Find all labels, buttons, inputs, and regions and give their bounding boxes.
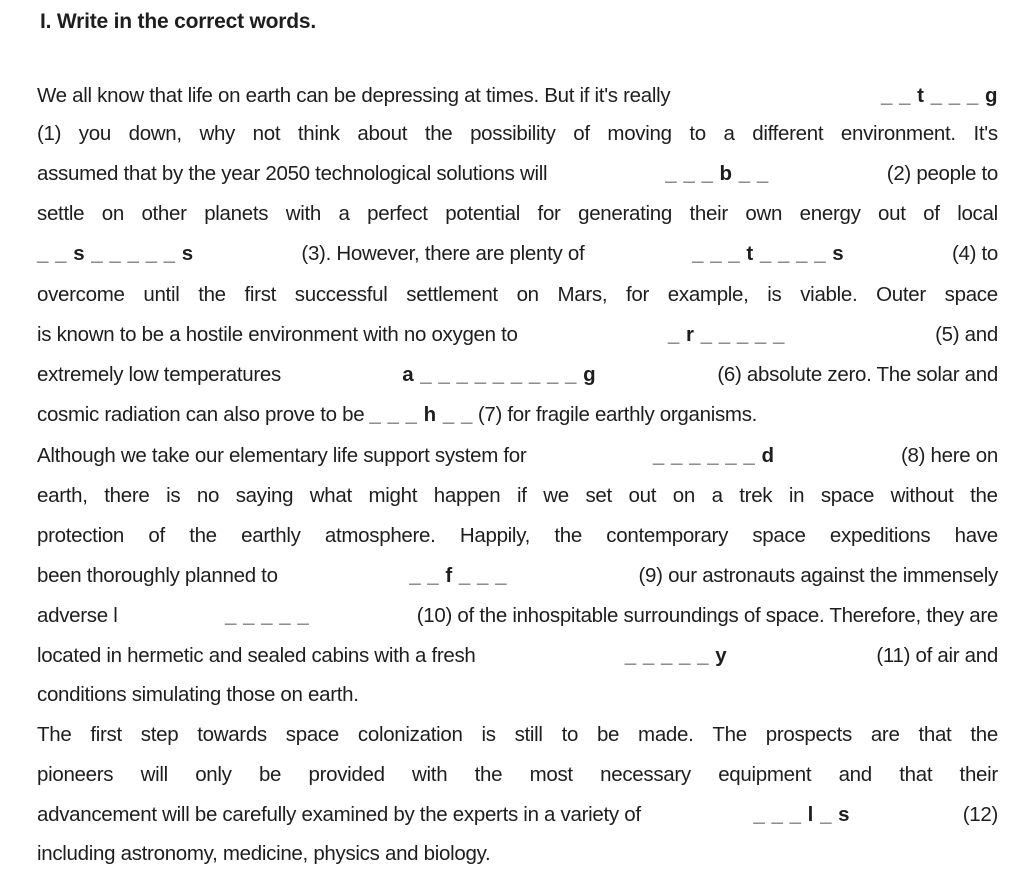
word: what bbox=[309, 484, 352, 507]
word: a bbox=[711, 484, 723, 507]
word: the bbox=[189, 524, 217, 547]
text-segment: adverse l bbox=[37, 604, 118, 627]
fill-in-gap[interactable]: _ _ _ b _ _ bbox=[665, 162, 769, 185]
text-line bbox=[37, 604, 998, 628]
fill-in-gap[interactable]: a _ _ _ _ _ _ _ _ _ g bbox=[402, 363, 597, 386]
word: towards bbox=[197, 723, 267, 746]
word: environment. bbox=[840, 122, 956, 145]
text-segment: (7) for fragile earthly organisms. bbox=[477, 403, 758, 426]
word: necessary bbox=[600, 763, 691, 786]
text-segment: assumed that by the year 2050 technological solutions will bbox=[37, 162, 548, 185]
word: Happily, bbox=[459, 524, 531, 547]
word: only bbox=[195, 763, 232, 786]
word: their bbox=[959, 763, 998, 786]
word: a bbox=[723, 122, 735, 145]
word: the bbox=[970, 723, 998, 746]
text-segment: Although we take our elementary life support system for bbox=[37, 444, 527, 467]
text-line bbox=[37, 323, 998, 347]
fill-in-gap[interactable]: _ _ t _ _ _ g bbox=[880, 84, 998, 107]
word: successful bbox=[294, 283, 388, 306]
word: The bbox=[712, 723, 747, 746]
text-line bbox=[37, 202, 998, 226]
text-segment: including astronomy, medicine, physics and biology. bbox=[37, 842, 491, 865]
word: prospects bbox=[765, 723, 852, 746]
text-line bbox=[37, 403, 998, 427]
word: about bbox=[357, 122, 408, 145]
word: why bbox=[199, 122, 236, 145]
word: colonization bbox=[357, 723, 463, 746]
word: happen bbox=[433, 484, 501, 507]
text-line bbox=[37, 564, 998, 588]
word: think bbox=[297, 122, 340, 145]
exercise-title: I. Write in the correct words. bbox=[40, 10, 317, 33]
text-line bbox=[37, 644, 998, 668]
text-line bbox=[37, 524, 998, 548]
word: first bbox=[90, 723, 122, 746]
word: saying bbox=[235, 484, 294, 507]
word: down, bbox=[128, 122, 182, 145]
text-line bbox=[37, 723, 998, 747]
word: that bbox=[899, 763, 933, 786]
word: possibility bbox=[470, 122, 556, 145]
word: step bbox=[140, 723, 179, 746]
word: will bbox=[140, 763, 168, 786]
word: expeditions bbox=[829, 524, 931, 547]
word: planets bbox=[204, 202, 269, 225]
word: have bbox=[954, 524, 998, 547]
word: their bbox=[689, 202, 728, 225]
word: settle bbox=[37, 202, 85, 225]
text-segment: We all know that life on earth can be depressing at times. But if it's really bbox=[37, 84, 671, 107]
word: moving bbox=[607, 122, 672, 145]
word: The bbox=[37, 723, 72, 746]
word: settlement bbox=[406, 283, 498, 306]
word: there bbox=[104, 484, 150, 507]
fill-in-gap[interactable]: _ _ _ _ _ _ d bbox=[652, 444, 775, 467]
word: the bbox=[198, 283, 226, 306]
word: potential bbox=[445, 202, 521, 225]
word: with bbox=[412, 763, 448, 786]
word: the bbox=[970, 484, 998, 507]
text-segment: (2) people to bbox=[886, 162, 998, 185]
word: space bbox=[820, 484, 875, 507]
text-segment: cosmic radiation can also prove to be bbox=[37, 403, 365, 426]
word: no bbox=[196, 484, 220, 507]
word: for bbox=[537, 202, 561, 225]
text-line bbox=[37, 842, 998, 866]
word: set bbox=[585, 484, 612, 507]
fill-in-gap[interactable]: _ _ _ _ _ bbox=[224, 604, 310, 627]
text-segment: extremely low temperatures bbox=[37, 363, 281, 386]
word: on bbox=[672, 484, 695, 507]
word: made. bbox=[638, 723, 694, 746]
word: of bbox=[923, 202, 940, 225]
text-segment: (8) here on bbox=[901, 444, 998, 467]
word: contemporary bbox=[606, 524, 729, 547]
text-line bbox=[37, 763, 998, 787]
word: with bbox=[285, 202, 321, 225]
word: generating bbox=[578, 202, 672, 225]
word: if bbox=[516, 484, 527, 507]
fill-in-gap[interactable]: _ r _ _ _ _ _ bbox=[667, 323, 785, 346]
word: is bbox=[481, 723, 496, 746]
text-segment: (6) absolute zero. The solar and bbox=[717, 363, 998, 386]
text-line bbox=[37, 484, 998, 508]
word: It's bbox=[973, 122, 998, 145]
text-segment: (11) of air and bbox=[876, 644, 998, 667]
word: space bbox=[944, 283, 998, 306]
text-line bbox=[37, 242, 998, 266]
word: of bbox=[148, 524, 165, 547]
text-line bbox=[37, 363, 998, 387]
word: earthly bbox=[241, 524, 301, 547]
word: out bbox=[628, 484, 657, 507]
word: a bbox=[338, 202, 350, 225]
word: perfect bbox=[367, 202, 428, 225]
word: provided bbox=[308, 763, 385, 786]
word: overcome bbox=[37, 283, 125, 306]
word: local bbox=[957, 202, 998, 225]
text-line bbox=[37, 444, 998, 468]
word: you bbox=[78, 122, 111, 145]
word: Mars, bbox=[557, 283, 608, 306]
word: the bbox=[424, 122, 453, 145]
text-line bbox=[37, 283, 998, 307]
word: be bbox=[258, 763, 282, 786]
text-line bbox=[37, 162, 998, 186]
word: energy bbox=[799, 202, 861, 225]
text-segment: (5) and bbox=[935, 323, 998, 346]
word: for bbox=[626, 283, 650, 306]
text-line bbox=[37, 84, 998, 108]
word: other bbox=[141, 202, 187, 225]
word: that bbox=[918, 723, 952, 746]
fill-in-gap[interactable]: _ _ _ l _ s bbox=[753, 803, 851, 826]
word: own bbox=[745, 202, 783, 225]
word: until bbox=[143, 283, 180, 306]
word: trek bbox=[739, 484, 773, 507]
word: of bbox=[573, 122, 590, 145]
word: (1) bbox=[37, 122, 62, 145]
text-segment: conditions simulating those on earth. bbox=[37, 683, 359, 706]
text-line bbox=[37, 803, 998, 827]
word: first bbox=[244, 283, 277, 306]
fill-in-gap[interactable]: _ _ s _ _ _ _ _ s bbox=[37, 242, 194, 265]
word: atmosphere. bbox=[324, 524, 436, 547]
fill-in-gap[interactable]: _ _ _ h _ _ bbox=[369, 403, 473, 426]
text-segment: (3). However, there are plenty of bbox=[301, 242, 585, 265]
word: most bbox=[529, 763, 573, 786]
word: still bbox=[514, 723, 543, 746]
fill-in-gap[interactable]: _ _ f _ _ _ bbox=[409, 564, 508, 587]
text-segment: (4) to bbox=[951, 242, 998, 265]
text-line bbox=[37, 683, 998, 707]
word: to bbox=[561, 723, 579, 746]
word: we bbox=[543, 484, 569, 507]
text-segment: (9) our astronauts against the immensely bbox=[638, 564, 998, 587]
word: the bbox=[554, 524, 582, 547]
text-segment: located in hermetic and sealed cabins with a fresh bbox=[37, 644, 476, 667]
fill-in-gap[interactable]: _ _ _ _ _ y bbox=[624, 644, 728, 667]
text-segment: (10) of the inhospitable surroundings of space. Therefore, they are bbox=[416, 604, 998, 627]
word: pioneers bbox=[37, 763, 114, 786]
word: on bbox=[516, 283, 539, 306]
text-segment: been thoroughly planned to bbox=[37, 564, 278, 587]
word: and bbox=[838, 763, 872, 786]
word: different bbox=[752, 122, 824, 145]
text-segment: advancement will be carefully examined by the experts in a variety of bbox=[37, 803, 641, 826]
text-segment: (12) bbox=[962, 803, 998, 826]
text-line bbox=[37, 122, 998, 146]
word: is bbox=[767, 283, 782, 306]
word: on bbox=[101, 202, 124, 225]
word: equipment bbox=[718, 763, 812, 786]
word: protection bbox=[37, 524, 125, 547]
text-segment: is known to be a hostile environment with no oxygen to bbox=[37, 323, 518, 346]
word: without bbox=[890, 484, 954, 507]
word: space bbox=[752, 524, 806, 547]
word: example, bbox=[667, 283, 749, 306]
word: are bbox=[870, 723, 900, 746]
word: Outer bbox=[876, 283, 926, 306]
word: the bbox=[474, 763, 503, 786]
word: space bbox=[285, 723, 339, 746]
word: earth, bbox=[37, 484, 88, 507]
word: in bbox=[788, 484, 805, 507]
word: out bbox=[878, 202, 906, 225]
word: not bbox=[252, 122, 281, 145]
word: is bbox=[166, 484, 181, 507]
fill-in-gap[interactable]: _ _ _ t _ _ _ _ s bbox=[692, 242, 845, 265]
word: viable. bbox=[800, 283, 858, 306]
word: might bbox=[368, 484, 418, 507]
word: to bbox=[689, 122, 706, 145]
word: be bbox=[596, 723, 620, 746]
